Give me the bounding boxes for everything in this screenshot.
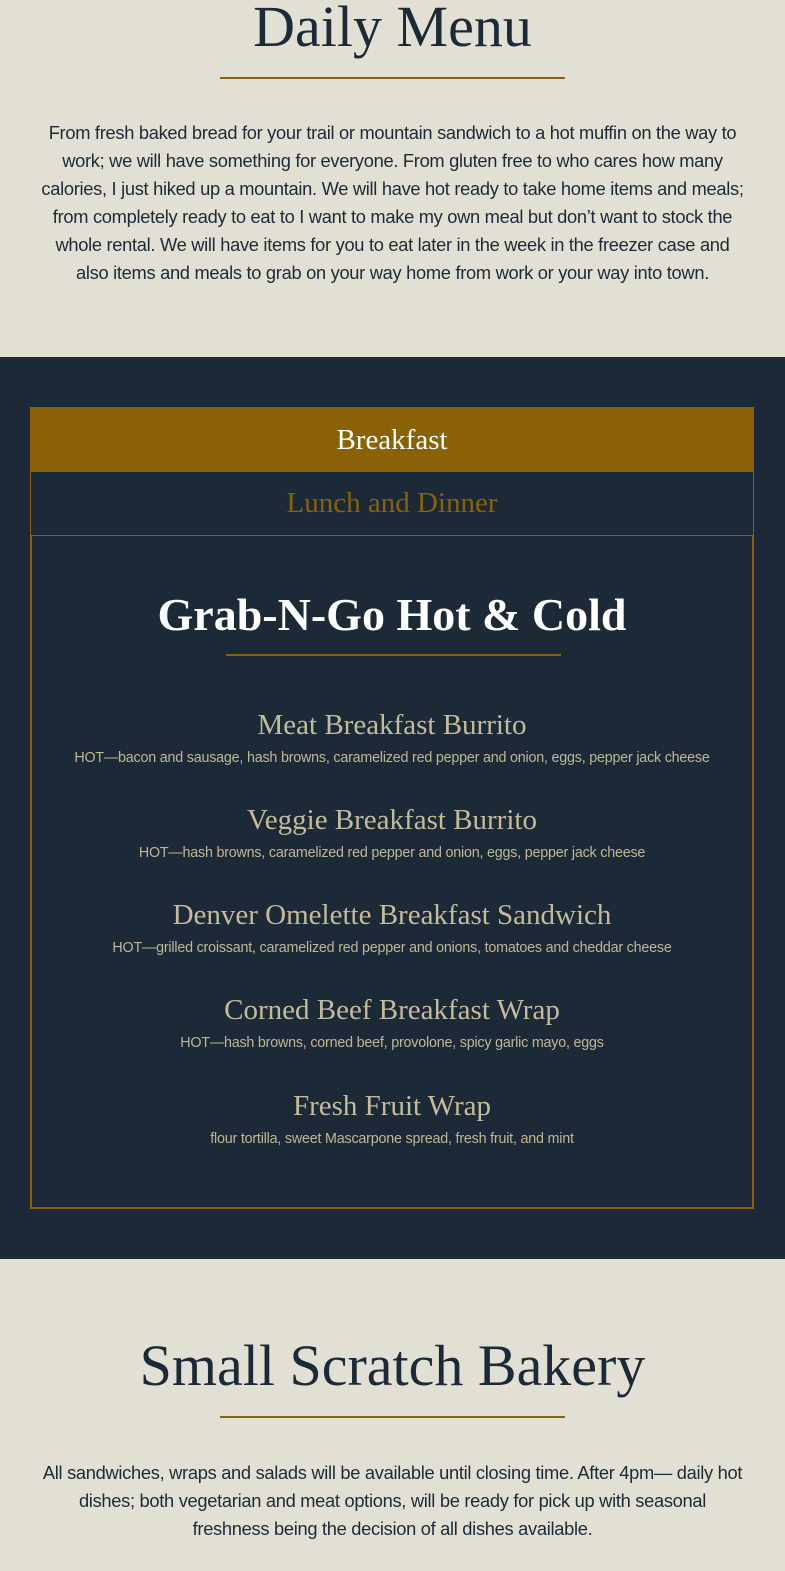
menu-section: [0, 357, 785, 1259]
menu-item: [32, 708, 752, 766]
panel-title: Grab-N-Go Hot & Cold: [157, 589, 627, 640]
menu-item-desc: HOT—hash browns, corned beef, provolone, spicy garlic mayo, eggs: [180, 1035, 604, 1051]
menu-tabs: [30, 407, 754, 1209]
menu-item-name: Veggie Breakfast Burrito: [247, 804, 537, 836]
menu-item-desc: HOT—grilled croissant, caramelized red pepper and onions, tomatoes and cheddar cheese: [112, 940, 672, 956]
menu-item-name: Meat Breakfast Burrito: [257, 709, 527, 741]
menu-item-desc: HOT—hash browns, caramelized red pepper and onion, eggs, pepper jack cheese: [138, 845, 646, 861]
intro-text: From fresh baked bread for your trail or mountain sandwich to a hot muffin on the way to work; we will have something for everyone. From gluten free to who cares how many calories, I just hiked up a mountain. We will have hot ready to take home items and meals; from completely ready to eat to I want to make my own meal but don’t want to stock the whole rental. We will have items for you to eat later in the week in the freezer case and also items and meals to grab on your way home from work or your way into town.: [41, 122, 744, 283]
bakery-section: [0, 1259, 785, 1571]
menu-item: [32, 1089, 752, 1147]
panel-divider: [226, 654, 561, 656]
tab-lunch-and-dinner[interactable]: Lunch and Dinner: [30, 472, 754, 536]
menu-item-name: Denver Omelette Breakfast Sandwich: [172, 899, 612, 931]
menu-item: [32, 803, 752, 861]
menu-item-desc: flour tortilla, sweet Mascarpone spread, fresh fruit, and mint: [210, 1131, 574, 1147]
page-title: Daily Menu: [253, 0, 532, 59]
bakery-title: Small Scratch Bakery: [139, 1333, 646, 1398]
menu-item: [32, 993, 752, 1051]
menu-item-name: Corned Beef Breakfast Wrap: [224, 994, 560, 1026]
breakfast-panel: [30, 536, 754, 1209]
bakery-text: All sandwiches, wraps and salads will be available until closing time. After 4pm— daily hot dishes; both vegetarian and meat options, will be ready for pick up with seasonal freshness being the decision of all dishes available.: [42, 1462, 743, 1539]
menu-item: [32, 898, 752, 956]
intro-section: [0, 0, 785, 357]
bakery-divider: [220, 1416, 565, 1418]
menu-item-name: Fresh Fruit Wrap: [292, 1090, 492, 1122]
menu-item-desc: HOT—bacon and sausage, hash browns, caramelized red pepper and onion, eggs, pepper jack cheese: [74, 750, 710, 766]
tab-breakfast[interactable]: Breakfast: [30, 407, 754, 472]
title-divider: [220, 77, 565, 79]
